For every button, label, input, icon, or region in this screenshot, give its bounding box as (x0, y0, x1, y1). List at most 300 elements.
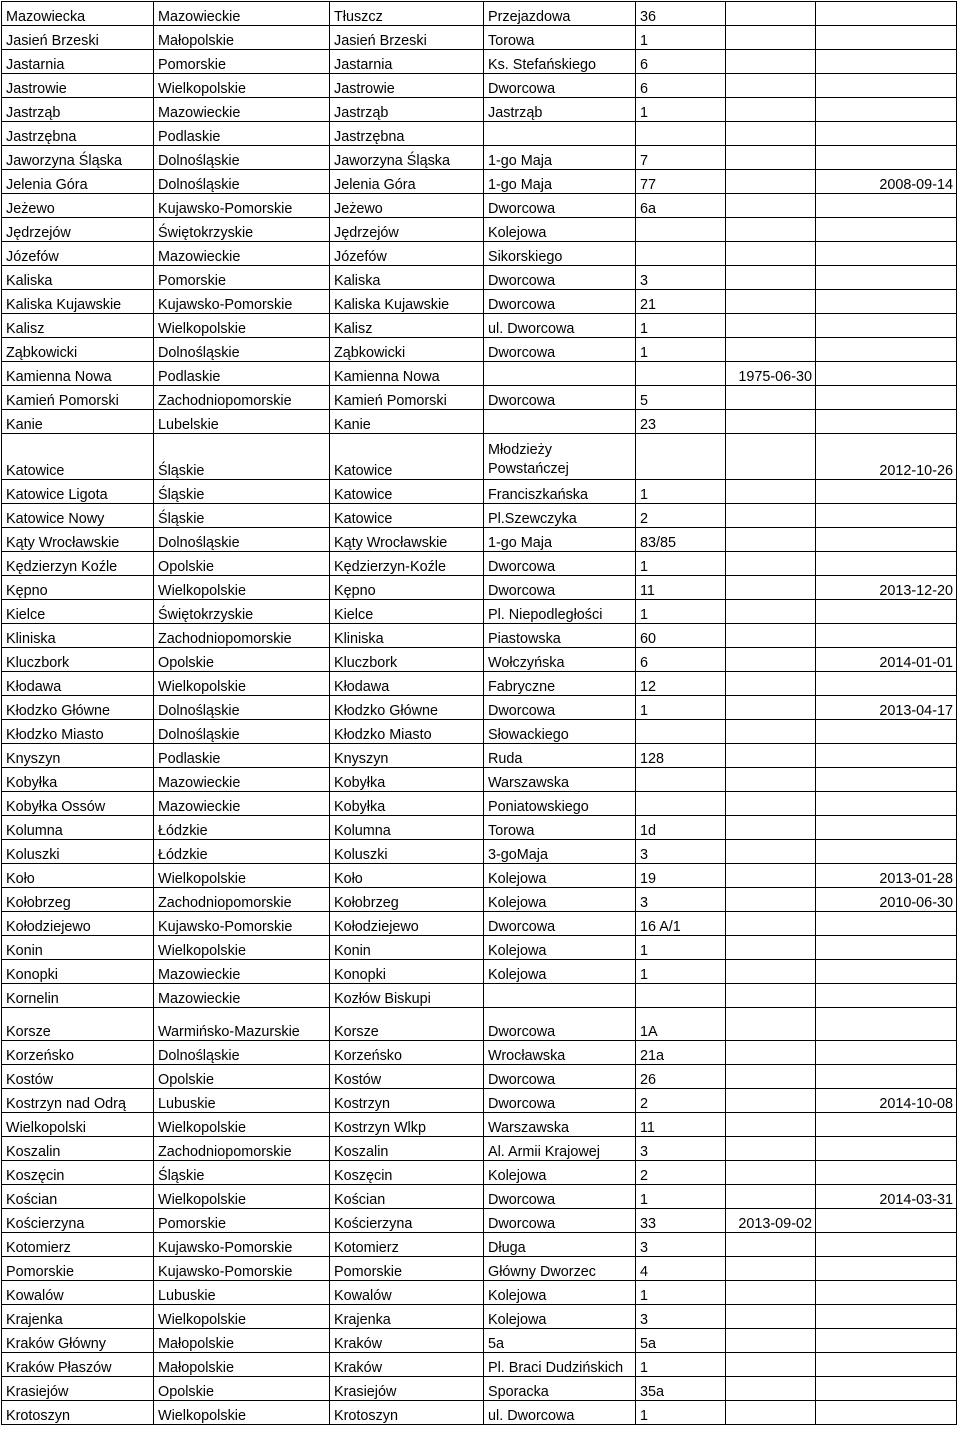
table-row (2, 504, 957, 528)
table-row (2, 1089, 957, 1113)
cell-voivodeship: Wielkopolskie (154, 1305, 330, 1329)
cell-street: Dworcowa (484, 74, 636, 98)
cell-voivodeship: Świętokrzyskie (154, 600, 330, 624)
cell-voivodeship: Wielkopolskie (154, 1401, 330, 1425)
cell-station: Mazowiecka (2, 2, 154, 26)
cell-town: Konin (330, 936, 484, 960)
cell-date-a (726, 672, 816, 696)
cell-town: Kowalów (330, 1281, 484, 1305)
cell-station: Kolumna (2, 816, 154, 840)
cell-voivodeship: Zachodniopomorskie (154, 888, 330, 912)
cell-station: Krotoszyn (2, 1401, 154, 1425)
cell-number: 1 (636, 552, 726, 576)
cell-date-a (726, 528, 816, 552)
cell-street: ul. Dworcowa (484, 1401, 636, 1425)
table-row (2, 434, 957, 480)
cell-date-b (816, 266, 957, 290)
cell-street: Jastrząb (484, 98, 636, 122)
cell-town: Kielce (330, 600, 484, 624)
cell-station: Korzeńsko (2, 1041, 154, 1065)
cell-town: Kąty Wrocławskie (330, 528, 484, 552)
cell-station: Kościerzyna (2, 1209, 154, 1233)
cell-voivodeship: Wielkopolskie (154, 864, 330, 888)
cell-date-b (816, 816, 957, 840)
cell-date-b (816, 504, 957, 528)
cell-number: 21a (636, 1041, 726, 1065)
cell-date-a (726, 912, 816, 936)
cell-station: Ząbkowicki (2, 338, 154, 362)
cell-number: 3 (636, 1137, 726, 1161)
cell-date-b (816, 1329, 957, 1353)
cell-date-a (726, 98, 816, 122)
cell-station: Konin (2, 936, 154, 960)
cell-date-b (816, 194, 957, 218)
cell-town: Kobyłka (330, 768, 484, 792)
cell-number: 1 (636, 600, 726, 624)
cell-street: Dworcowa (484, 290, 636, 314)
cell-date-a (726, 74, 816, 98)
cell-town: Katowice (330, 434, 484, 480)
cell-voivodeship: Opolskie (154, 1377, 330, 1401)
cell-voivodeship: Śląskie (154, 1161, 330, 1185)
cell-number: 1 (636, 98, 726, 122)
cell-street: Kolejowa (484, 1161, 636, 1185)
cell-number: 1 (636, 960, 726, 984)
cell-station: Kaliska (2, 266, 154, 290)
cell-station: Jastrowie (2, 74, 154, 98)
cell-voivodeship: Podlaskie (154, 362, 330, 386)
cell-town: Kołobrzeg (330, 888, 484, 912)
cell-date-a: 1975-06-30 (726, 362, 816, 386)
cell-street: Młodzieży Powstańczej (484, 434, 636, 480)
cell-street: Dworcowa (484, 1089, 636, 1113)
cell-date-a (726, 792, 816, 816)
cell-station: Pomorskie (2, 1257, 154, 1281)
cell-station: Kępno (2, 576, 154, 600)
cell-voivodeship: Kujawsko-Pomorskie (154, 1257, 330, 1281)
cell-date-a (726, 338, 816, 362)
cell-voivodeship: Łódzkie (154, 840, 330, 864)
cell-town: Jeżewo (330, 194, 484, 218)
stations-table-body (2, 2, 957, 1425)
cell-number: 6 (636, 648, 726, 672)
cell-street: Wołczyńska (484, 648, 636, 672)
cell-street: Główny Dworzec (484, 1257, 636, 1281)
table-row (2, 1233, 957, 1257)
table-row (2, 1401, 957, 1425)
cell-date-a: 2013-09-02 (726, 1209, 816, 1233)
cell-street: Słowackiego (484, 720, 636, 744)
cell-date-a (726, 386, 816, 410)
cell-date-a (726, 816, 816, 840)
cell-town: Kraków (330, 1329, 484, 1353)
cell-street: ul. Dworcowa (484, 314, 636, 338)
cell-voivodeship: Śląskie (154, 434, 330, 480)
cell-station: Jastarnia (2, 50, 154, 74)
table-row (2, 1377, 957, 1401)
cell-voivodeship: Małopolskie (154, 1329, 330, 1353)
cell-date-b (816, 840, 957, 864)
cell-number: 2 (636, 504, 726, 528)
cell-station: Koło (2, 864, 154, 888)
cell-voivodeship: Dolnośląskie (154, 170, 330, 194)
cell-date-a (726, 170, 816, 194)
cell-date-a (726, 768, 816, 792)
cell-date-a (726, 552, 816, 576)
cell-voivodeship: Dolnośląskie (154, 1041, 330, 1065)
cell-voivodeship: Wielkopolskie (154, 1113, 330, 1137)
cell-street: Dworcowa (484, 1065, 636, 1089)
cell-number: 77 (636, 170, 726, 194)
cell-number: 11 (636, 1113, 726, 1137)
cell-street: Kolejowa (484, 888, 636, 912)
cell-number (636, 984, 726, 1008)
cell-station: Kołodziejewo (2, 912, 154, 936)
cell-date-b (816, 1065, 957, 1089)
cell-voivodeship: Dolnośląskie (154, 696, 330, 720)
cell-number: 11 (636, 576, 726, 600)
cell-date-b (816, 936, 957, 960)
cell-date-b: 2013-12-20 (816, 576, 957, 600)
cell-voivodeship: Mazowieckie (154, 984, 330, 1008)
cell-number (636, 218, 726, 242)
table-row (2, 170, 957, 194)
table-row (2, 960, 957, 984)
cell-town: Krasiejów (330, 1377, 484, 1401)
cell-station: Knyszyn (2, 744, 154, 768)
cell-date-a (726, 1329, 816, 1353)
cell-street: Kolejowa (484, 218, 636, 242)
cell-date-a (726, 146, 816, 170)
cell-number: 1d (636, 816, 726, 840)
cell-date-b (816, 744, 957, 768)
table-row (2, 816, 957, 840)
cell-street: Kolejowa (484, 864, 636, 888)
table-row (2, 314, 957, 338)
table-row (2, 362, 957, 386)
cell-date-a (726, 1353, 816, 1377)
cell-voivodeship: Kujawsko-Pomorskie (154, 194, 330, 218)
cell-voivodeship: Dolnośląskie (154, 338, 330, 362)
cell-voivodeship: Zachodniopomorskie (154, 624, 330, 648)
cell-date-a (726, 600, 816, 624)
cell-date-a (726, 936, 816, 960)
table-row (2, 696, 957, 720)
cell-station: Józefów (2, 242, 154, 266)
cell-date-b (816, 362, 957, 386)
cell-town: Pomorskie (330, 1257, 484, 1281)
cell-number: 3 (636, 840, 726, 864)
cell-street: Piastowska (484, 624, 636, 648)
cell-street: Dworcowa (484, 576, 636, 600)
cell-voivodeship: Opolskie (154, 1065, 330, 1089)
cell-number: 1A (636, 1008, 726, 1041)
cell-voivodeship: Małopolskie (154, 1353, 330, 1377)
table-row (2, 2, 957, 26)
cell-town: Jędrzejów (330, 218, 484, 242)
cell-street: Dworcowa (484, 1209, 636, 1233)
cell-number: 3 (636, 1233, 726, 1257)
cell-station: Kędzierzyn Koźle (2, 552, 154, 576)
cell-street: Dworcowa (484, 338, 636, 362)
table-row (2, 768, 957, 792)
cell-street: Al. Armii Krajowej (484, 1137, 636, 1161)
cell-number: 5a (636, 1329, 726, 1353)
cell-date-b (816, 1281, 957, 1305)
cell-station: Jaworzyna Śląska (2, 146, 154, 170)
cell-number: 1 (636, 26, 726, 50)
cell-station: Kaliska Kujawskie (2, 290, 154, 314)
cell-date-b (816, 290, 957, 314)
cell-date-b (816, 480, 957, 504)
cell-date-b: 2014-01-01 (816, 648, 957, 672)
cell-date-b (816, 242, 957, 266)
cell-number: 1 (636, 1185, 726, 1209)
cell-voivodeship: Dolnośląskie (154, 146, 330, 170)
table-row (2, 888, 957, 912)
cell-number: 60 (636, 624, 726, 648)
cell-date-b: 2012-10-26 (816, 434, 957, 480)
cell-town: Kostrzyn Wlkp (330, 1113, 484, 1137)
cell-voivodeship: Mazowieckie (154, 768, 330, 792)
cell-station: Konopki (2, 960, 154, 984)
cell-street: 1-go Maja (484, 170, 636, 194)
table-row (2, 1209, 957, 1233)
cell-town: Kędzierzyn-Koźle (330, 552, 484, 576)
cell-town: Jastarnia (330, 50, 484, 74)
cell-street (484, 362, 636, 386)
cell-town: Krajenka (330, 1305, 484, 1329)
cell-street: Kolejowa (484, 1281, 636, 1305)
table-row (2, 600, 957, 624)
cell-number: 35a (636, 1377, 726, 1401)
cell-date-a (726, 480, 816, 504)
cell-station: Katowice Ligota (2, 480, 154, 504)
cell-date-b (816, 2, 957, 26)
cell-date-b (816, 74, 957, 98)
cell-date-a (726, 624, 816, 648)
cell-date-b (816, 1377, 957, 1401)
cell-number: 1 (636, 1281, 726, 1305)
cell-date-a (726, 1233, 816, 1257)
cell-date-b (816, 338, 957, 362)
cell-number: 1 (636, 480, 726, 504)
cell-number: 6a (636, 194, 726, 218)
cell-date-a (726, 696, 816, 720)
table-row (2, 242, 957, 266)
cell-date-a (726, 648, 816, 672)
cell-station: Kobyłka (2, 768, 154, 792)
cell-date-b (816, 1137, 957, 1161)
cell-date-a (726, 1065, 816, 1089)
cell-station: Jasień Brzeski (2, 26, 154, 50)
cell-street: Fabryczne (484, 672, 636, 696)
cell-street: Wrocławska (484, 1041, 636, 1065)
cell-date-b (816, 528, 957, 552)
cell-town: Jaworzyna Śląska (330, 146, 484, 170)
table-row (2, 26, 957, 50)
cell-street: Poniatowskiego (484, 792, 636, 816)
cell-station: Jelenia Góra (2, 170, 154, 194)
cell-station: Jastrzębna (2, 122, 154, 146)
cell-number (636, 362, 726, 386)
table-row (2, 1161, 957, 1185)
cell-date-a (726, 864, 816, 888)
cell-station: Kluczbork (2, 648, 154, 672)
cell-voivodeship: Podlaskie (154, 744, 330, 768)
cell-date-b (816, 1305, 957, 1329)
cell-date-a (726, 1008, 816, 1041)
cell-date-a (726, 194, 816, 218)
cell-date-a (726, 1401, 816, 1425)
table-row (2, 74, 957, 98)
cell-number: 21 (636, 290, 726, 314)
cell-town: Kostrzyn (330, 1089, 484, 1113)
cell-date-a (726, 1185, 816, 1209)
cell-number: 1 (636, 338, 726, 362)
cell-street: 3-goMaja (484, 840, 636, 864)
cell-number: 3 (636, 1305, 726, 1329)
cell-date-b (816, 912, 957, 936)
cell-date-a (726, 744, 816, 768)
cell-town: Kotomierz (330, 1233, 484, 1257)
table-row (2, 984, 957, 1008)
cell-station: Katowice (2, 434, 154, 480)
cell-date-b (816, 1161, 957, 1185)
cell-station: Kraków Główny (2, 1329, 154, 1353)
cell-voivodeship: Mazowieckie (154, 792, 330, 816)
cell-station: Kostrzyn nad Odrą (2, 1089, 154, 1113)
cell-street: Dworcowa (484, 386, 636, 410)
table-row (2, 720, 957, 744)
cell-voivodeship: Świętokrzyskie (154, 218, 330, 242)
table-row (2, 386, 957, 410)
cell-town: Kamienna Nowa (330, 362, 484, 386)
cell-town: Korzeńsko (330, 1041, 484, 1065)
cell-station: Kowalów (2, 1281, 154, 1305)
cell-date-a (726, 960, 816, 984)
cell-date-a (726, 266, 816, 290)
cell-station: Jędrzejów (2, 218, 154, 242)
cell-number: 1 (636, 696, 726, 720)
table-row (2, 528, 957, 552)
table-row (2, 122, 957, 146)
cell-number: 36 (636, 2, 726, 26)
table-row (2, 1065, 957, 1089)
cell-voivodeship: Lubuskie (154, 1089, 330, 1113)
table-row (2, 840, 957, 864)
cell-date-b (816, 26, 957, 50)
cell-town: Jastrowie (330, 74, 484, 98)
cell-voivodeship: Lubuskie (154, 1281, 330, 1305)
cell-number: 1 (636, 1353, 726, 1377)
cell-town: Kobyłka (330, 792, 484, 816)
cell-voivodeship: Mazowieckie (154, 242, 330, 266)
cell-voivodeship: Wielkopolskie (154, 672, 330, 696)
cell-date-b (816, 624, 957, 648)
cell-voivodeship: Pomorskie (154, 1209, 330, 1233)
cell-station: Kraków Płaszów (2, 1353, 154, 1377)
cell-date-b (816, 792, 957, 816)
cell-voivodeship: Zachodniopomorskie (154, 1137, 330, 1161)
cell-town: Kaliska Kujawskie (330, 290, 484, 314)
cell-number: 128 (636, 744, 726, 768)
cell-date-b (816, 146, 957, 170)
cell-number: 2 (636, 1161, 726, 1185)
table-row (2, 1329, 957, 1353)
cell-street: Dworcowa (484, 1185, 636, 1209)
cell-street: Pl.Szewczyka (484, 504, 636, 528)
cell-town: Jasień Brzeski (330, 26, 484, 50)
cell-date-a (726, 504, 816, 528)
cell-station: Kłodzko Główne (2, 696, 154, 720)
cell-town: Koło (330, 864, 484, 888)
table-row (2, 410, 957, 434)
cell-street: Dworcowa (484, 194, 636, 218)
cell-date-b (816, 1041, 957, 1065)
cell-town: Kościan (330, 1185, 484, 1209)
cell-station: Kołobrzeg (2, 888, 154, 912)
cell-number: 4 (636, 1257, 726, 1281)
cell-street: Pl. Braci Dudzińskich (484, 1353, 636, 1377)
table-row (2, 936, 957, 960)
cell-number: 5 (636, 386, 726, 410)
cell-date-a (726, 242, 816, 266)
cell-station: Koszęcin (2, 1161, 154, 1185)
cell-street: Kolejowa (484, 960, 636, 984)
cell-date-a (726, 576, 816, 600)
cell-number: 26 (636, 1065, 726, 1089)
cell-date-a (726, 888, 816, 912)
cell-street: Dworcowa (484, 912, 636, 936)
cell-date-a (726, 122, 816, 146)
cell-street: 1-go Maja (484, 528, 636, 552)
cell-town: Kamień Pomorski (330, 386, 484, 410)
cell-town: Kanie (330, 410, 484, 434)
cell-voivodeship: Wielkopolskie (154, 74, 330, 98)
cell-station: Kostów (2, 1065, 154, 1089)
cell-town: Kluczbork (330, 648, 484, 672)
cell-date-b (816, 386, 957, 410)
cell-voivodeship: Wielkopolskie (154, 576, 330, 600)
cell-date-a (726, 290, 816, 314)
cell-number: 2 (636, 1089, 726, 1113)
cell-date-b (816, 314, 957, 338)
cell-station: Kobyłka Ossów (2, 792, 154, 816)
cell-date-b: 2014-03-31 (816, 1185, 957, 1209)
cell-number (636, 792, 726, 816)
cell-number: 1 (636, 936, 726, 960)
cell-street: Franciszkańska (484, 480, 636, 504)
cell-street: Warszawska (484, 1113, 636, 1137)
cell-date-a (726, 434, 816, 480)
cell-town: Knyszyn (330, 744, 484, 768)
cell-street: Dworcowa (484, 266, 636, 290)
cell-street: Dworcowa (484, 1008, 636, 1041)
cell-town: Kliniska (330, 624, 484, 648)
cell-town: Jastrzębna (330, 122, 484, 146)
table-row (2, 576, 957, 600)
cell-date-a (726, 1257, 816, 1281)
cell-station: Kalisz (2, 314, 154, 338)
cell-date-b (816, 720, 957, 744)
cell-town: Kostów (330, 1065, 484, 1089)
table-row (2, 1041, 957, 1065)
cell-voivodeship: Małopolskie (154, 26, 330, 50)
cell-station: Kanie (2, 410, 154, 434)
cell-street: Torowa (484, 816, 636, 840)
cell-date-a (726, 1161, 816, 1185)
